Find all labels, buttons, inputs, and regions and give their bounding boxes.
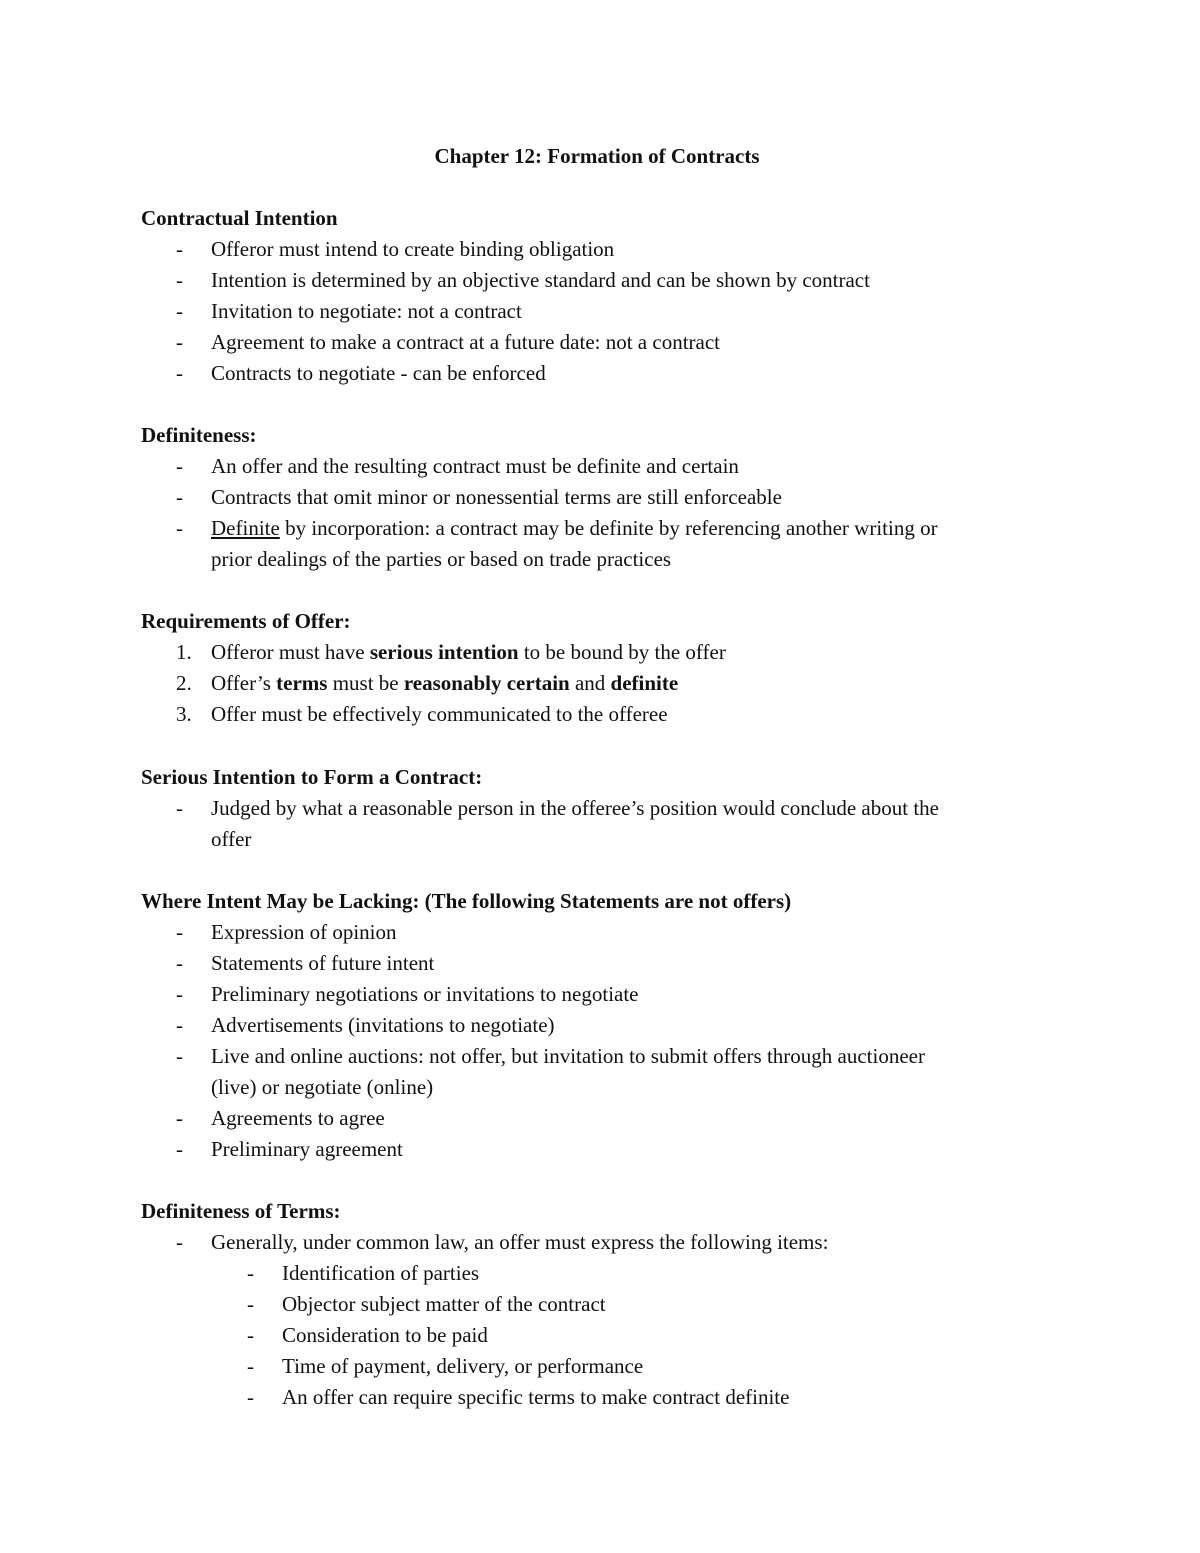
- bullet-marker: -: [176, 951, 183, 975]
- page-title: Chapter 12: Formation of Contracts: [434, 144, 760, 168]
- bullet-marker: -: [176, 516, 183, 540]
- sub-list-item: Time of payment, delivery, or performance: [282, 1354, 644, 1378]
- bullet-marker: -: [247, 1323, 254, 1347]
- sub-list-item: Consideration to be paid: [282, 1323, 488, 1347]
- bullet-marker: -: [176, 237, 183, 261]
- section-heading-serious-intention: Serious Intention to Form a Contract:: [141, 765, 483, 789]
- section-heading-definiteness-of-terms: Definiteness of Terms:: [141, 1199, 341, 1223]
- bold-phrase: definite: [610, 671, 679, 695]
- list-item: Statements of future intent: [211, 951, 435, 975]
- bullet-marker: -: [176, 361, 183, 385]
- list-item: Generally, under common law, an offer must express the following items:: [211, 1230, 829, 1254]
- list-item: Intention is determined by an objective standard and can be shown by contract: [211, 268, 870, 292]
- list-item: Contracts that omit minor or nonessential terms are still enforceable: [211, 485, 782, 509]
- list-item: Preliminary agreement: [211, 1137, 403, 1161]
- bold-phrase: reasonably certain: [403, 671, 570, 695]
- list-number: 1.: [176, 640, 192, 664]
- list-number: 2.: [176, 671, 192, 695]
- bullet-marker: -: [176, 796, 183, 820]
- list-item: Offeror must intend to create binding obligation: [211, 237, 615, 261]
- list-item-text: to be bound by the offer: [518, 640, 726, 664]
- bullet-marker: -: [176, 1013, 183, 1037]
- list-item: Expression of opinion: [211, 920, 397, 944]
- list-item-continuation: prior dealings of the parties or based on trade practices: [211, 547, 672, 571]
- bullet-marker: -: [176, 485, 183, 509]
- list-item-text: must be: [327, 671, 404, 695]
- underlined-term: Definite: [211, 516, 280, 540]
- list-item: Agreement to make a contract at a future date: not a contract: [211, 330, 721, 354]
- list-item: [211, 670, 678, 696]
- section-heading-definiteness: Definiteness:: [141, 423, 257, 447]
- list-item: Offer must be effectively communicated to the offeree: [211, 702, 668, 726]
- bullet-marker: -: [176, 454, 183, 478]
- bullet-marker: -: [247, 1354, 254, 1378]
- list-item-continuation: (live) or negotiate (online): [211, 1075, 434, 1099]
- list-item: [211, 515, 938, 541]
- list-item-continuation: offer: [211, 827, 252, 851]
- list-item: Invitation to negotiate: not a contract: [211, 299, 522, 323]
- list-item: Live and online auctions: not offer, but invitation to submit offers through auctioneer: [211, 1044, 925, 1068]
- bullet-marker: -: [176, 268, 183, 292]
- list-item-text: Offer’s: [211, 671, 277, 695]
- list-number: 3.: [176, 702, 192, 726]
- section-heading-intent-lacking: Where Intent May be Lacking: (The following Statements are not offers): [141, 889, 792, 913]
- section-heading-contractual-intention: Contractual Intention: [141, 206, 338, 230]
- bullet-marker: -: [176, 982, 183, 1006]
- bullet-marker: -: [176, 299, 183, 323]
- bold-phrase: serious intention: [369, 640, 519, 664]
- list-item-text: by incorporation: a contract may be definite by referencing another writing or: [279, 516, 938, 540]
- bullet-marker: -: [247, 1385, 254, 1409]
- bullet-marker: -: [176, 1230, 183, 1254]
- list-item: Contracts to negotiate - can be enforced: [211, 361, 546, 385]
- bullet-marker: -: [247, 1292, 254, 1316]
- sub-list-item: Objector subject matter of the contract: [282, 1292, 606, 1316]
- bullet-marker: -: [247, 1261, 254, 1285]
- list-item: Advertisements (invitations to negotiate): [211, 1013, 555, 1037]
- list-item-text: and: [569, 671, 611, 695]
- sub-list-item: An offer can require specific terms to make contract definite: [282, 1385, 790, 1409]
- list-item: Preliminary negotiations or invitations to negotiate: [211, 982, 639, 1006]
- list-item: [211, 639, 726, 665]
- section-heading-requirements-of-offer: Requirements of Offer:: [141, 609, 351, 633]
- list-item: Judged by what a reasonable person in the offeree’s position would conclude about the: [211, 796, 939, 820]
- bullet-marker: -: [176, 920, 183, 944]
- list-item-text: Offeror must have: [211, 640, 370, 664]
- bullet-marker: -: [176, 1137, 183, 1161]
- bullet-marker: -: [176, 1106, 183, 1130]
- sub-list-item: Identification of parties: [282, 1261, 480, 1285]
- list-item: Agreements to agree: [211, 1106, 385, 1130]
- bold-phrase: terms: [276, 671, 328, 695]
- list-item: An offer and the resulting contract must be definite and certain: [211, 454, 739, 478]
- bullet-marker: -: [176, 330, 183, 354]
- bullet-marker: -: [176, 1044, 183, 1068]
